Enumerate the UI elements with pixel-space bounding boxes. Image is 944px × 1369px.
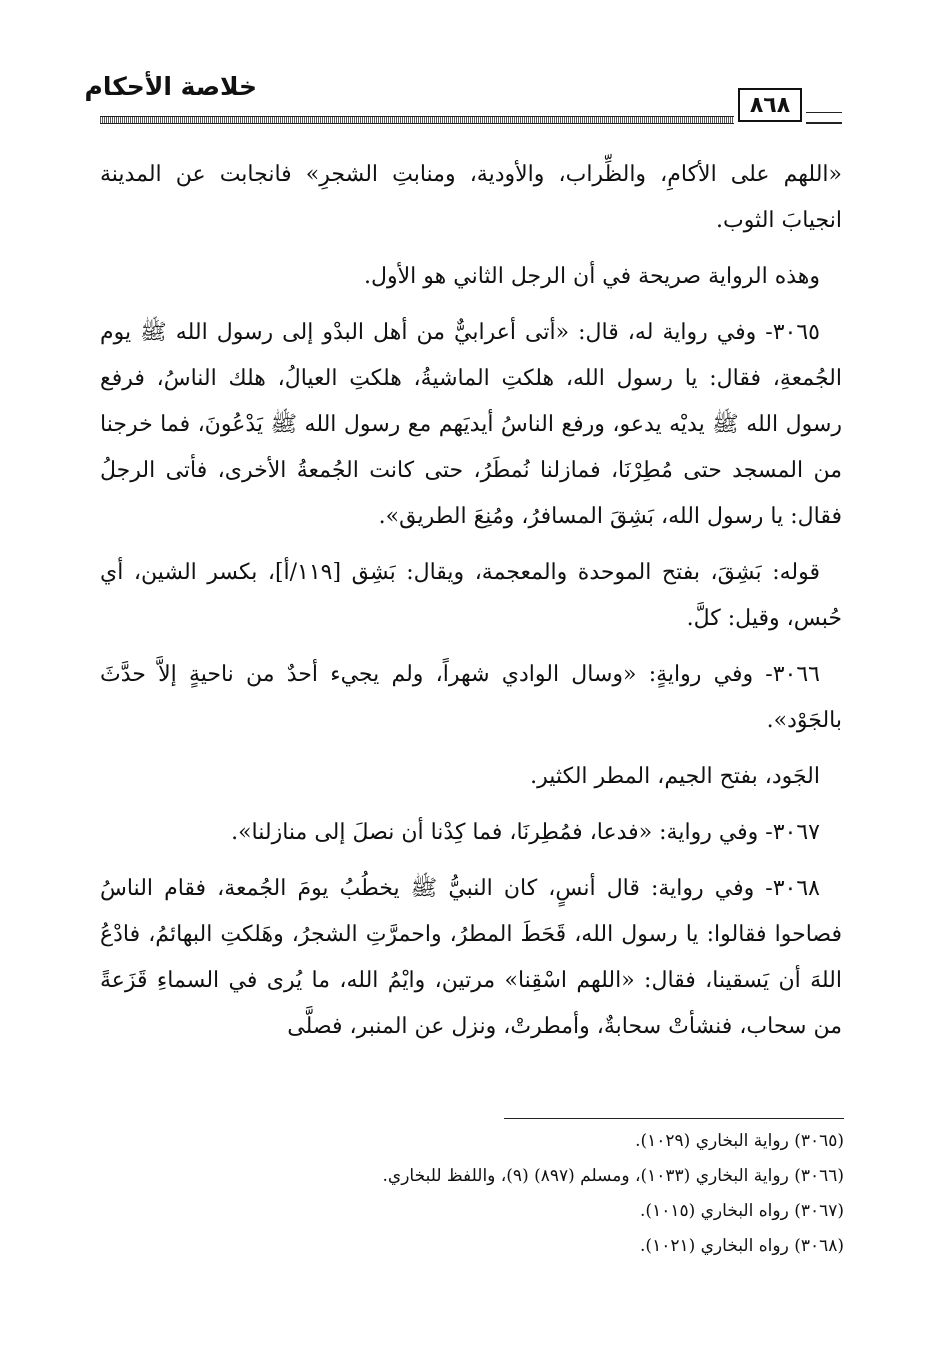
footnote-divider (504, 1118, 844, 1119)
footnote-3067: (٣٠٦٧) رواه البخاري (١٠١٥). (640, 1201, 844, 1221)
page-header (84, 70, 842, 130)
footnote-3068: (٣٠٦٨) رواه البخاري (١٠٢١). (640, 1236, 844, 1256)
page-body (100, 152, 842, 1060)
footnote-3066: (٣٠٦٦) رواية البخاري (١٠٣٣)، ومسلم (٨٩٧) (٩)، واللفظ للبخاري. (382, 1166, 844, 1186)
hadith-3067: ٣٠٦٧- وفي رواية: «فدعا، فمُطِرنَا، فما كِدْنا أن نصلَ إلى منازلنا». (231, 820, 820, 845)
paragraph-2: وهذه الرواية صريحة في أن الرجل الثاني هو الأول. (364, 264, 820, 289)
footnote-3065: (٣٠٦٥) رواية البخاري (١٠٢٩). (635, 1131, 844, 1151)
book-title: خلاصة الأحكام (84, 72, 257, 101)
page-number: ٨٦٨ (738, 88, 802, 122)
header-rule-decorative (100, 116, 734, 124)
hadith-3066: ٣٠٦٦- وفي روايةٍ: «وسال الوادي شهراً، ولم يجيء أحدٌ من ناحيةٍ إلاَّ حدَّثَ بالجَوْد». (100, 662, 842, 733)
commentary-3066: الجَود، بفتح الجيم، المطر الكثير. (530, 764, 820, 789)
footnotes (102, 1124, 844, 1264)
hadith-3068: ٣٠٦٨- وفي رواية: قال أنسٍ، كان النبيُّ ﷺ يخطُبُ يومَ الجُمعة، فقام الناسُ فصاحوا فقالوا: يا رسول الله، قَحَطَ المطرُ، واحمرَّتِ الشجرُ، وهَلكتِ البهائمُ، فادْعُ اللهَ أن يَسقينا، فقال: «اللهم اسْقِنا» مرتين، وايْمُ الله، ما يُرى في السماءِ قَزَعةً من سحاب، فنشأتْ سحابةٌ، وأمطرتْ، ونزل عن المنبر، فصلَّى (100, 876, 842, 1039)
header-rule-end (806, 112, 842, 124)
commentary-3065: قوله: بَشِقَ، بفتح الموحدة والمعجمة، ويقال: بَشِق [١١٩/أ]، بكسر الشين، أي حُبس، وقيل: كلَّ. (100, 560, 842, 631)
paragraph-1: «اللهم على الأكامِ، والظِّراب، والأودية، ومنابتِ الشجرِ» فانجابت عن المدينة انجيابَ الثوب. (100, 162, 842, 233)
hadith-3065: ٣٠٦٥- وفي رواية له، قال: «أتى أعرابيٌّ من أهل البدْو إلى رسول الله ﷺ يوم الجُمعةِ، فقال: يا رسول الله، هلكتِ الماشيةُ، هلكتِ العيالُ، هلك الناسُ، فرفع رسول الله ﷺ يديْه يدعو، ورفع الناسُ أيديَهم مع رسول الله ﷺ يَدْعُونَ، فما خرجنا من المسجد حتى مُطِرْنَا، فمازلنا نُمطَرُ، حتى كانت الجُمعةُ الأخرى، فأتى الرجلُ فقال: يا رسول الله، بَشِقَ المسافرُ، ومُنِعَ الطريق». (100, 320, 842, 529)
